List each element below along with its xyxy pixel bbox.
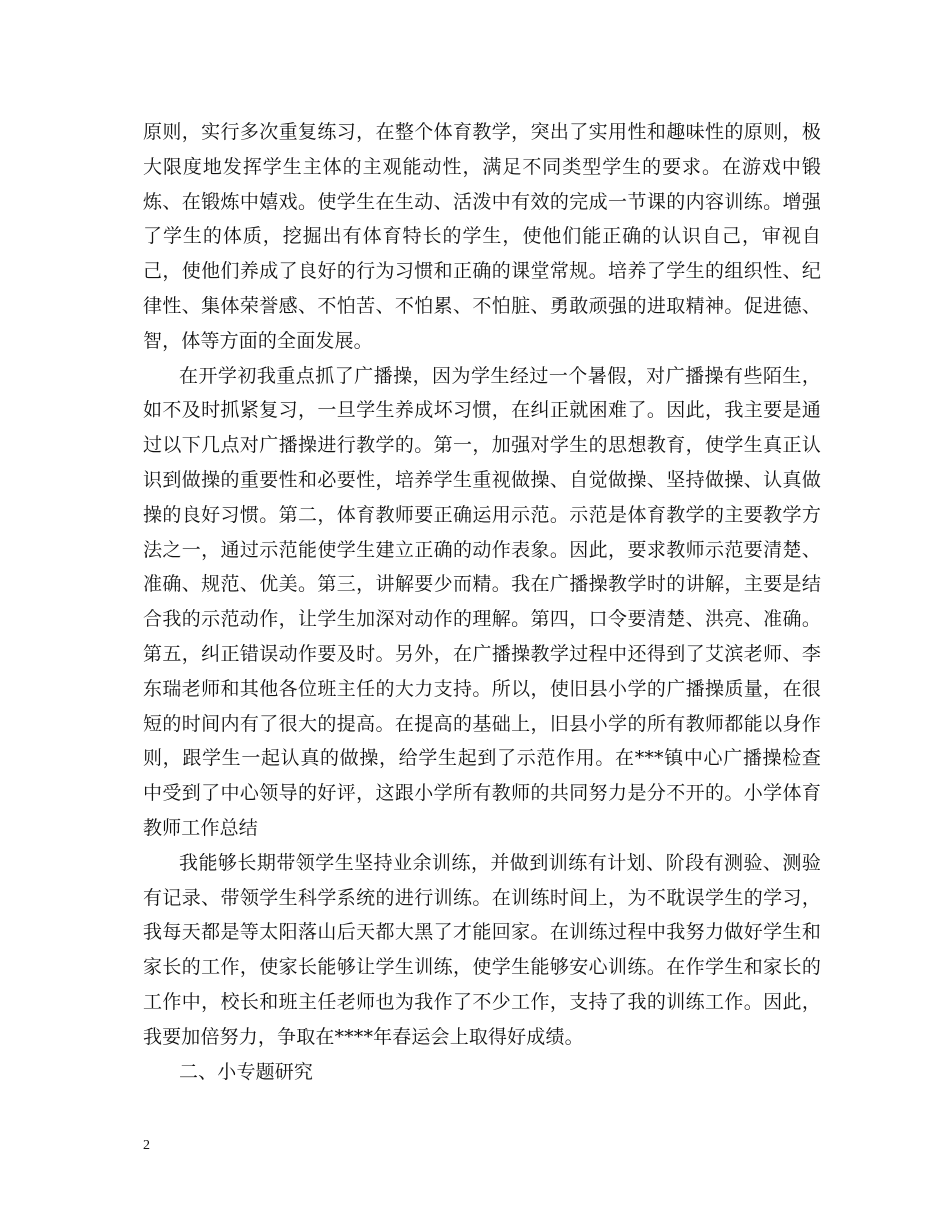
paragraph-principles: 原则，实行多次重复练习，在整个体育教学，突出了实用性和趣味性的原则，极大限度地发挥学生主体的主观能动性，满足不同类型学生的要求。在游戏中锻炼、在锻炼中嬉戏。使学生在生动、活泼中有效的完成一节课的内容训练。增强了学生的体质，挖掘出有体育特长的学生，使他们能正确的认识自己，审视自己，使他们养成了良好的行为习惯和正确的课堂常规。培养了学生的组织性、纪律性、集体荣誉感、不怕苦、不怕累、不怕脏、勇敢顽强的进取精神。促进德、智，体等方面的全面发展。	[143, 121, 821, 352]
section-heading-topic-research: 二、小专题研究	[179, 1060, 314, 1083]
page-number: 2	[143, 1138, 150, 1153]
document-body	[143, 115, 821, 1089]
paragraph-broadcast-exercise: 在开学初我重点抓了广播操，因为学生经过一个暑假，对广播操有些陌生，如不及时抓紧复习，一旦学生养成坏习惯，在纠正就困难了。因此，我主要是通过以下几点对广播操进行教学的。第一，加强对学生的思想教育，使学生真正认识到做操的重要性和必要性，培养学生重视做操、自觉做操、坚持做操、认真做操的良好习惯。第二，体育教师要正确运用示范。示范是体育教学的主要教学方法之一，通过示范能使学生建立正确的动作表象。因此，要求教师示范要清楚、准确、规范、优美。第三，讲解要少而精。我在广播操教学时的讲解，主要是结合我的示范动作，让学生加深对动作的理解。第四，口令要清楚、洪亮、准确。第五，纠正错误动作要及时。另外，在广播操教学过程中还得到了艾滨老师、李东瑞老师和其他各位班主任的大力支持。所以，使旧县小学的广播操质量，在很短的时间内有了很大的提高。在提高的基础上，旧县小学的所有教师都能以身作则，跟学生一起认真的做操，给学生起到了示范作用。在***镇中心广播操检查中受到了中心领导的好评，这跟小学所有教师的共同努力是分不开的。小学体育教师工作总结	[143, 364, 821, 839]
paragraph-amateur-training: 我能够长期带领学生坚持业余训练，并做到训练有计划、阶段有测验、测验有记录、带领学生科学系统的进行训练。在训练时间上，为不耽误学生的学习，我每天都是等太阳落山后天都大黑了才能回家。在训练过程中我努力做好学生和家长的工作，使家长能够让学生训练，使学生能够安心训练。在作学生和家长的工作中，校长和班主任老师也为我作了不少工作，支持了我的训练工作。因此，我要加倍努力，争取在****年春运会上取得好成绩。	[143, 851, 821, 1048]
